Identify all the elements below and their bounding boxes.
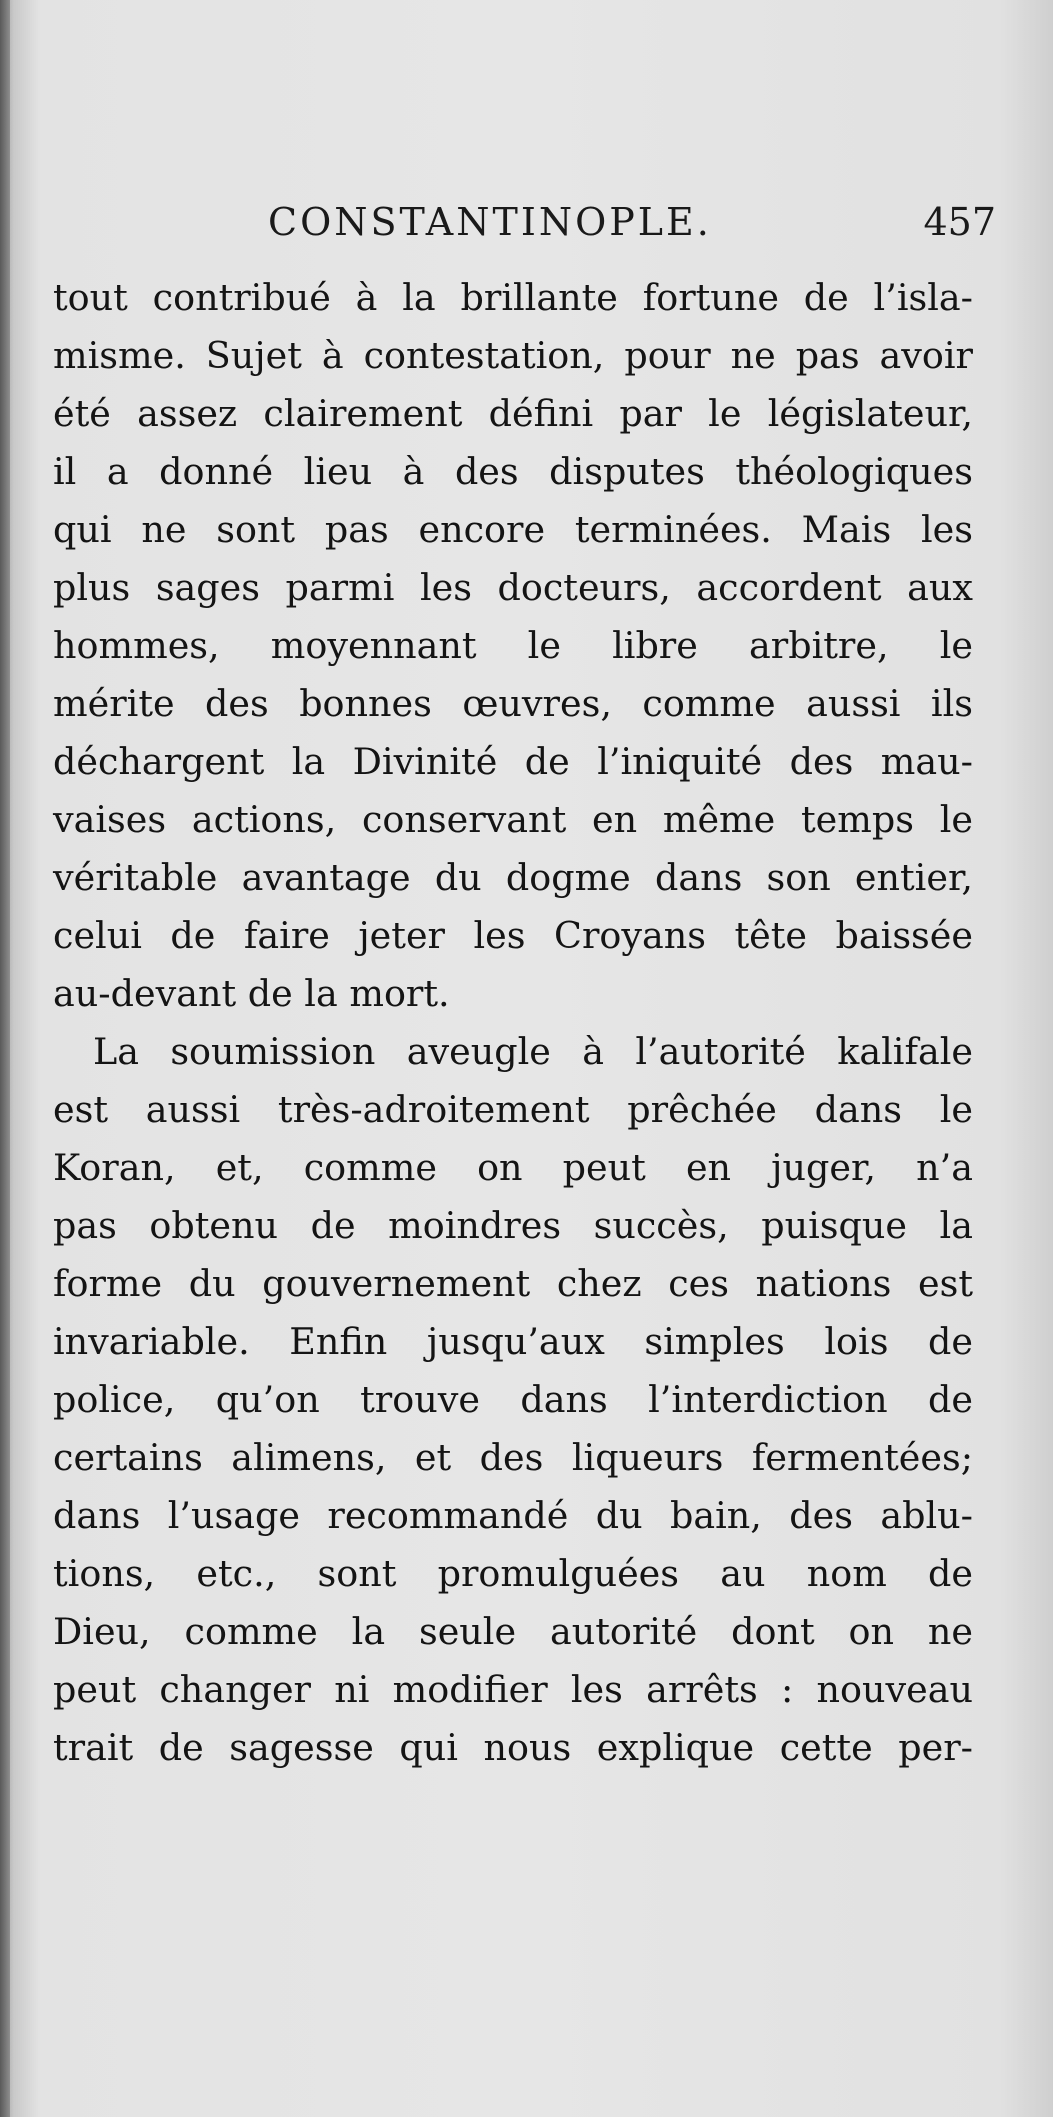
text-line: déchargent la Divinité de l’iniquité des mau- bbox=[53, 740, 973, 783]
text-line: été assez clairement défini par le législateur, bbox=[53, 392, 973, 435]
text-line: est aussi très-adroitement prêchée dans le bbox=[53, 1088, 973, 1131]
text-line: peut changer ni modifier les arrêts : nouveau bbox=[53, 1668, 973, 1711]
running-head: CONSTANTINOPLE. bbox=[268, 200, 712, 244]
text-line: dans l’usage recommandé du bain, des ablu- bbox=[53, 1494, 973, 1537]
text-line: qui ne sont pas encore terminées. Mais les bbox=[53, 508, 973, 551]
text-line: police, qu’on trouve dans l’interdiction de bbox=[53, 1378, 973, 1421]
text-line: forme du gouvernement chez ces nations est bbox=[53, 1262, 973, 1305]
text-line: hommes, moyennant le libre arbitre, le bbox=[53, 624, 973, 667]
text-line: plus sages parmi les docteurs, accordent aux bbox=[53, 566, 973, 609]
text-line: La soumission aveugle à l’autorité kalifale bbox=[93, 1030, 973, 1073]
text-line: celui de faire jeter les Croyans tête baissée bbox=[53, 914, 973, 957]
body-text bbox=[53, 269, 973, 1777]
text-line: invariable. Enfin jusqu’aux simples lois de bbox=[53, 1320, 973, 1363]
page-number: 457 bbox=[923, 200, 996, 244]
text-line: Koran, et, comme on peut en juger, n’a bbox=[53, 1146, 973, 1189]
text-line: véritable avantage du dogme dans son entier, bbox=[53, 856, 973, 899]
text-line: pas obtenu de moindres succès, puisque la bbox=[53, 1204, 973, 1247]
text-line: certains alimens, et des liqueurs fermentées; bbox=[53, 1436, 973, 1479]
page-header bbox=[56, 200, 996, 260]
text-line: mérite des bonnes œuvres, comme aussi ils bbox=[53, 682, 973, 725]
text-line: Dieu, comme la seule autorité dont on ne bbox=[53, 1610, 973, 1653]
text-line: tions, etc., sont promulguées au nom de bbox=[53, 1552, 973, 1595]
text-line: vaises actions, conservant en même temps le bbox=[53, 798, 973, 841]
text-line: trait de sagesse qui nous explique cette per- bbox=[53, 1726, 973, 1769]
text-line: misme. Sujet à contestation, pour ne pas avoir bbox=[53, 334, 973, 377]
text-line: tout contribué à la brillante fortune de l’isla- bbox=[53, 276, 973, 319]
text-line: il a donné lieu à des disputes théologiques bbox=[53, 450, 973, 493]
page-gutter-shadow bbox=[0, 0, 10, 2117]
text-line: au-devant de la mort. bbox=[53, 972, 450, 1015]
